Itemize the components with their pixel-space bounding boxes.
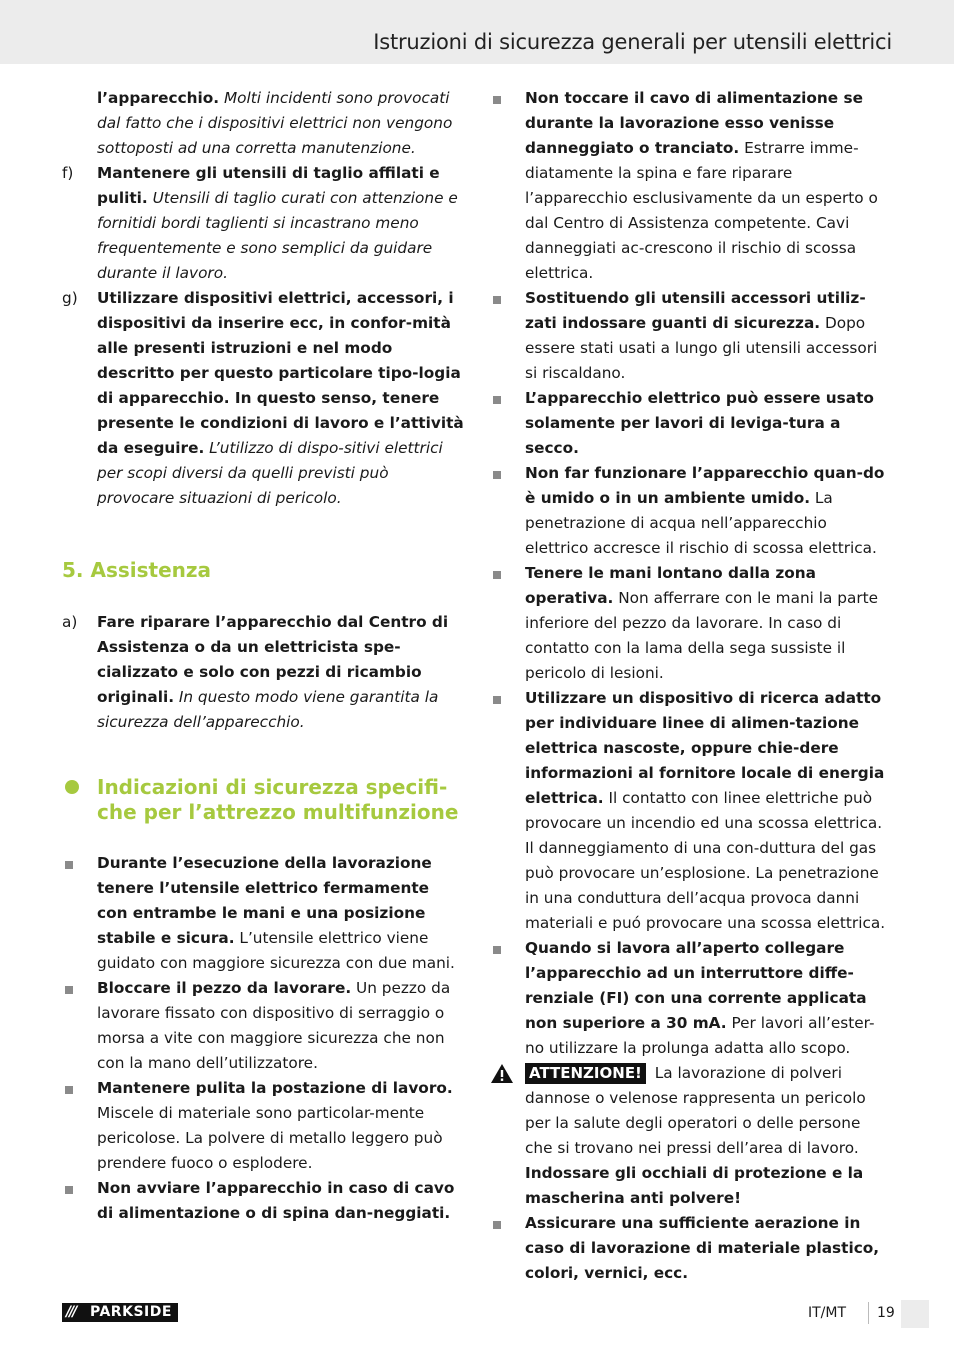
item-bold: Mantenere gli utensili di taglio affilati e puliti.	[97, 164, 440, 207]
bullet-dot-icon	[65, 780, 79, 794]
item-bold: Mantenere pulita la postazione di lavoro.	[97, 1079, 453, 1097]
list-item	[490, 461, 892, 561]
warning-text: La lavorazione di polveri dannose o velenose rappresenta un pericolo per la salute degli operatori o delle persone che si trovano nei pressi dell’area di lavoro.	[525, 1064, 866, 1157]
page-number: 19	[877, 1305, 895, 1321]
square-bullet-icon	[65, 861, 73, 869]
square-bullet-icon	[493, 471, 501, 479]
item-bold: Quando si lavora all’aperto collegare l’apparecchio ad un interruttore diffe-renziale (FI) con una corrente applicata non superiore a 30 mA.	[525, 939, 867, 1032]
item-italic: In questo modo viene garantita la sicurezza dell’apparecchio.	[97, 688, 439, 731]
item-text: L’utensile elettrico viene guidato con maggiore sicurezza con due mani.	[97, 929, 455, 972]
item-bold: Non avviare l’apparecchio in caso di cavo di alimentazione o di spina dan-neggiati.	[97, 1179, 455, 1222]
item-a	[62, 610, 464, 735]
item-bold: Bloccare il pezzo da lavorare.	[97, 979, 352, 997]
item-italic: Molti incidenti sono provocati dal fatto che i dispositivi elettrici non vengono sottoposti ad una corretta manutenzione.	[97, 89, 453, 157]
logo-stripes: ///	[66, 1304, 76, 1320]
list-item	[62, 851, 464, 976]
page-tab	[901, 1300, 929, 1328]
language-code: IT/MT	[808, 1305, 847, 1321]
list-item	[490, 561, 892, 686]
warning-bold: Indossare gli occhiali di protezione e la mascherina anti polvere!	[525, 1164, 864, 1207]
item-bold: Durante l’esecuzione della lavorazione tenere l’utensile elettrico fermamente con entrambe le mani e una posizione stabile e sicura.	[97, 854, 432, 947]
item-text: Dopo essere stati usati a lungo gli utensili accessori si riscaldano.	[525, 314, 878, 382]
item-italic: L’utilizzo di dispo-sitivi elettrici per scopi diversi da quelli previsti può provocare situazioni di pericolo.	[97, 439, 443, 507]
section-heading-specific	[62, 775, 464, 825]
section-heading-assistenza: 5. Assistenza	[62, 558, 212, 582]
item-text: Per lavori all’ester-no utilizzare la prolunga adatta allo scopo.	[525, 1014, 875, 1057]
item-bold: Tenere le mani lontano dalla zona operativa.	[525, 564, 816, 607]
item-label: g)	[62, 289, 78, 307]
list-item	[490, 1211, 892, 1286]
square-bullet-icon	[493, 571, 501, 579]
item-text: La penetrazione di acqua nell’apparecchio elettrico accresce il rischio di scossa elettrica.	[525, 489, 877, 557]
item-bold: Non toccare il cavo di alimentazione se durante la lavorazione esso venisse danneggiato o tranciato.	[525, 89, 863, 157]
section-heading-text: Indicazioni di sicurezza specifi-che per l’attrezzo multifunzione	[97, 775, 459, 824]
item-text: Il contatto con linee elettriche può provocare un incendio ed una scossa elettrica. Il danneggiamento di una con-duttura del gas può provocare un’esplosione. La penetrazione in una conduttura dell’acqua provoca danni materiali e puó provocare una scossa elettrica.	[525, 789, 886, 932]
list-item	[62, 976, 464, 1076]
item-text: Miscele di materiale sono particolar-mente pericolose. La polvere di metallo leggero può prendere fuoco o esplodere.	[97, 1104, 443, 1172]
item-bold: Utilizzare un dispositivo di ricerca adatto per individuare linee di alimen-tazione elettrica nascoste, oppure chie-dere informazioni al fornitore locale di energia elettrica.	[525, 689, 885, 807]
item-bold: Fare riparare l’apparecchio dal Centro di Assistenza o da un elettricista spe-cializzato e solo con pezzi di ricambio originali.	[97, 613, 449, 706]
square-bullet-icon	[493, 696, 501, 704]
item-text: Estrarre imme-diatamente la spina e fare riparare l’apparecchio esclusivamente da un esperto o dal Centro di Assistenza competente. Cavi danneggiati ac-crescono il rischio di scossa elettrica.	[525, 139, 878, 282]
right-column	[490, 86, 892, 1286]
logo-brand: PARKSIDE	[90, 1304, 172, 1320]
item-g	[62, 286, 464, 511]
continued-paragraph	[62, 86, 464, 161]
list-item	[490, 286, 892, 386]
list-item	[490, 386, 892, 461]
item-bold: L’apparecchio elettrico può essere usato solamente per lavori di leviga-tura a secco.	[525, 389, 874, 457]
left-column	[62, 86, 464, 1226]
list-item	[62, 1176, 464, 1226]
attention-badge: ATTENZIONE!	[525, 1063, 646, 1084]
item-bold: Utilizzare dispositivi elettrici, accessori, i dispositivi da inserire ecc, in confor-mità alle presenti istruzioni e nel modo descritto per questo particolare tipo-logia di apparecchio. In questo senso, tenere presente le condizioni di lavoro e l’attività da eseguire.	[97, 289, 464, 457]
item-text: Un pezzo da lavorare fissato con dispositivo di serraggio o morsa a vite con maggiore sicurezza che non con la mano dell’utilizzatore.	[97, 979, 451, 1072]
item-italic: Utensili di taglio curati con attenzione e fornitidi bordi taglienti si incastrano meno frequentemente e sono semplici da guidare durante il lavoro.	[97, 189, 458, 282]
page-header	[0, 0, 954, 64]
item-bold: Assicurare una sufficiente aerazione in caso di lavorazione di materiale plastico, colori, vernici, ecc.	[525, 1214, 880, 1282]
square-bullet-icon	[65, 1086, 73, 1094]
list-item	[490, 686, 892, 936]
item-label: f)	[62, 164, 74, 182]
square-bullet-icon	[493, 296, 501, 304]
item-f	[62, 161, 464, 286]
square-bullet-icon	[493, 396, 501, 404]
square-bullet-icon	[65, 1186, 73, 1194]
square-bullet-icon	[493, 1221, 501, 1229]
item-label: a)	[62, 613, 78, 631]
list-item	[490, 86, 892, 286]
item-bold: Non far funzionare l’apparecchio quan-do è umido o in un ambiente umido.	[525, 464, 885, 507]
item-bold: l’apparecchio.	[97, 89, 220, 107]
square-bullet-icon	[493, 946, 501, 954]
warning-block	[490, 1061, 892, 1211]
item-bold: Sostituendo gli utensili accessori utiliz-zati indossare guanti di sicurezza.	[525, 289, 866, 332]
footer-divider	[868, 1302, 869, 1324]
page-title: Istruzioni di sicurezza generali per utensili elettrici	[373, 30, 892, 54]
square-bullet-icon	[493, 96, 501, 104]
item-text: Non afferrare con le mani la parte inferiore del pezzo da lavorare. In caso di contatto con la lama della sega sussiste il pericolo di lesioni.	[525, 589, 879, 682]
parkside-logo	[62, 1303, 178, 1322]
square-bullet-icon	[65, 986, 73, 994]
list-item	[490, 936, 892, 1061]
list-item	[62, 1076, 464, 1176]
warning-triangle-icon	[490, 1063, 514, 1084]
